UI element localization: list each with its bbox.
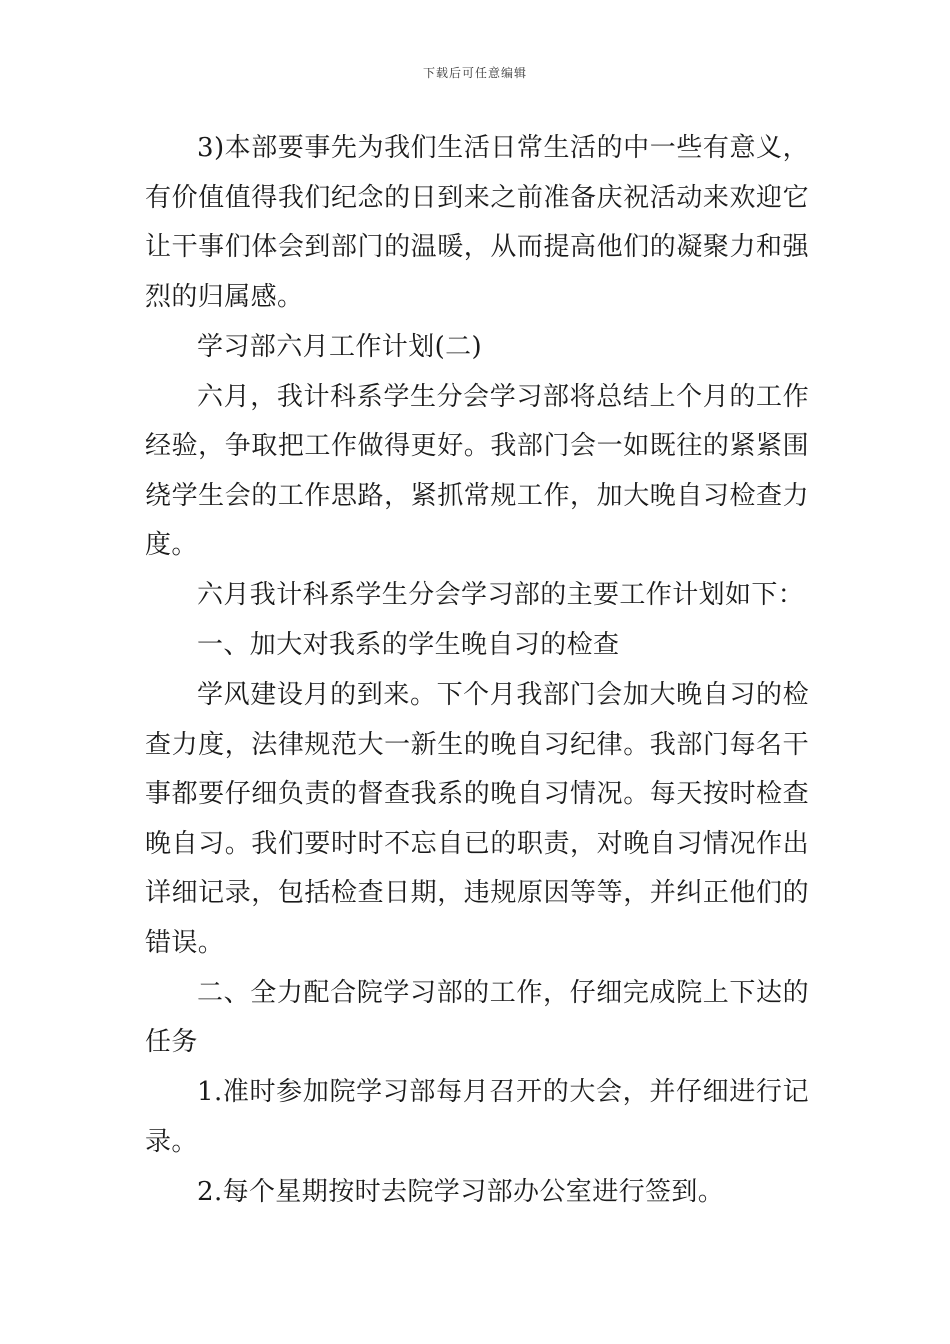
paragraph-item-1-detail: 学风建设月的到来。下个月我部门会加大晚自习的检查力度，法律规范大一新生的晚自习纪律。我部门每名干事都要仔细负责的督查我系的晚自习情况。每天按时检查晚自习。我们要时时不忘自已的职责，对晚自习情况作出详细记录，包括检查日期，违规原因等等，并纠正他们的错误。 <box>145 680 809 958</box>
paragraph-celebration-plan: 3)本部要事先为我们生活日常生活的中一些有意义，有价值值得我们纪念的日到来之前准备庆祝活动来欢迎它让干事们体会到部门的温暖，从而提高他们的凝聚力和强烈的归属感。 <box>145 133 809 312</box>
paragraph-item-2-point-1: 1.准时参加院学习部每月召开的大会，并仔细进行记录。 <box>145 1077 809 1157</box>
page-header: 下载后可任意编辑 <box>422 66 527 80</box>
paragraph-item-2-point-2: 2.每个星期按时去院学习部办公室进行签到。 <box>197 1176 725 1207</box>
section-title-june-plan-2: 学习部六月工作计划(二) <box>197 331 483 362</box>
paragraph-june-intro: 六月，我计科系学生分会学习部将总结上个月的工作经验，争取把工作做得更好。我部门会一如既往的紧紧围绕学生会的工作思路，紧抓常规工作，加大晚自习检查力度。 <box>145 381 809 560</box>
heading-item-1: 一、加大对我系的学生晚自习的检查 <box>197 630 620 660</box>
paragraph-plan-lead: 六月我计科系学生分会学习部的主要工作计划如下： <box>197 580 805 610</box>
document-body <box>145 124 809 1217</box>
heading-item-2: 二、全力配合院学习部的工作，仔细完成院上下达的任务 <box>145 977 809 1057</box>
